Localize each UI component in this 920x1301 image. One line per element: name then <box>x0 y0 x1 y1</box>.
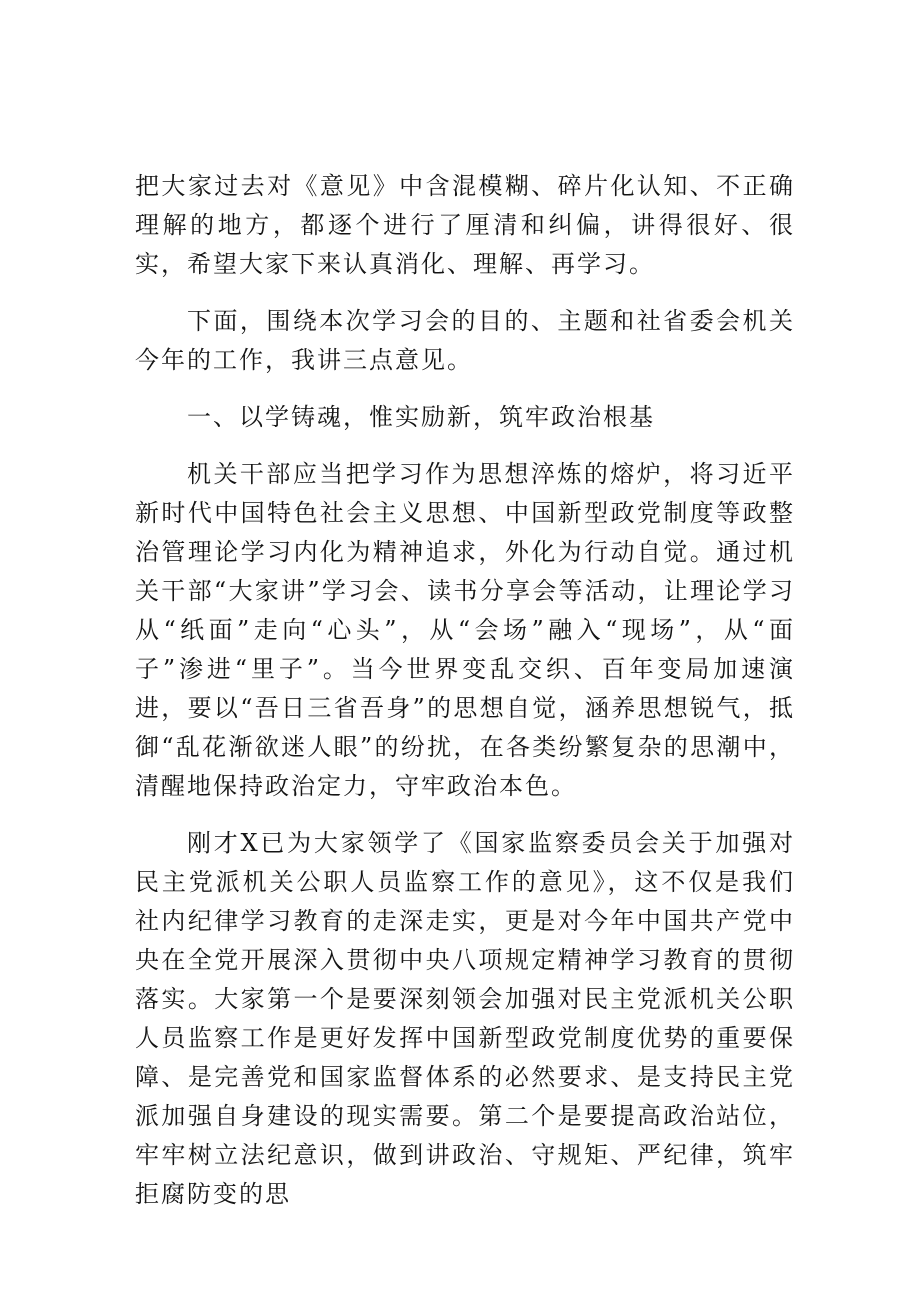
paragraph-study: 机关干部应当把学习作为思想淬炼的熔炉，将习近平新时代中国特色社会主义思想、中国新型政党制度等政整治管理论学习内化为精神追求，外化为行动自觉。通过机关干部“大家讲”学习会、读书分享会等活动，让理论学习从“纸面”走向“心头”，从“会场”融入“现场”，从“面子”渗进“里子”。当今世界变乱交织、百年变局加速演进，要以“吾日三省吾身”的思想自觉，涵养思想锐气，抵御“乱花渐欲迷人眼”的纷扰，在各类纷繁复杂的思潮中，清醒地保持政治定力，守牢政治本色。 <box>135 460 795 800</box>
section-heading: 一、以学铸魂，惟实励新，筑牢政治根基 <box>187 403 655 431</box>
paragraph-continuation: 把大家过去对《意见》中含混模糊、碎片化认知、不正确理解的地方，都逐个进行了厘清和纠偏，讲得很好、很实，希望大家下来认真消化、理解、再学习。 <box>135 172 795 278</box>
paragraph-spacer <box>135 380 795 398</box>
paragraph-spacer <box>135 806 795 824</box>
paragraph-intro: 下面，围绕本次学习会的目的、主题和社省委会机关今年的工作，我讲三点意见。 <box>135 307 795 374</box>
paragraph-supervision: 刚才X已为大家领学了《国家监察委员会关于加强对民主党派机关公职人员监察工作的意见》，这不仅是我们社内纪律学习教育的走深走实，更是对今年中国共产党中央在全党开展深入贯彻中央八项规定精神学习教育的贯彻落实。大家第一个是要深刻领会加强对民主党派机关公职人员监察工作是更好发挥中国新型政党制度优势的重要保障、是完善党和国家监督体系的必然要求、是支持民主党派加强自身建设的现实需要。第二个是要提高政治站位，牢牢树立法纪意识，做到讲政治、守规矩、严纪律，筑牢拒腐防变的思 <box>135 829 795 1208</box>
document-body <box>135 167 795 1214</box>
paragraph-spacer <box>135 437 795 455</box>
paragraph-spacer <box>135 284 795 302</box>
